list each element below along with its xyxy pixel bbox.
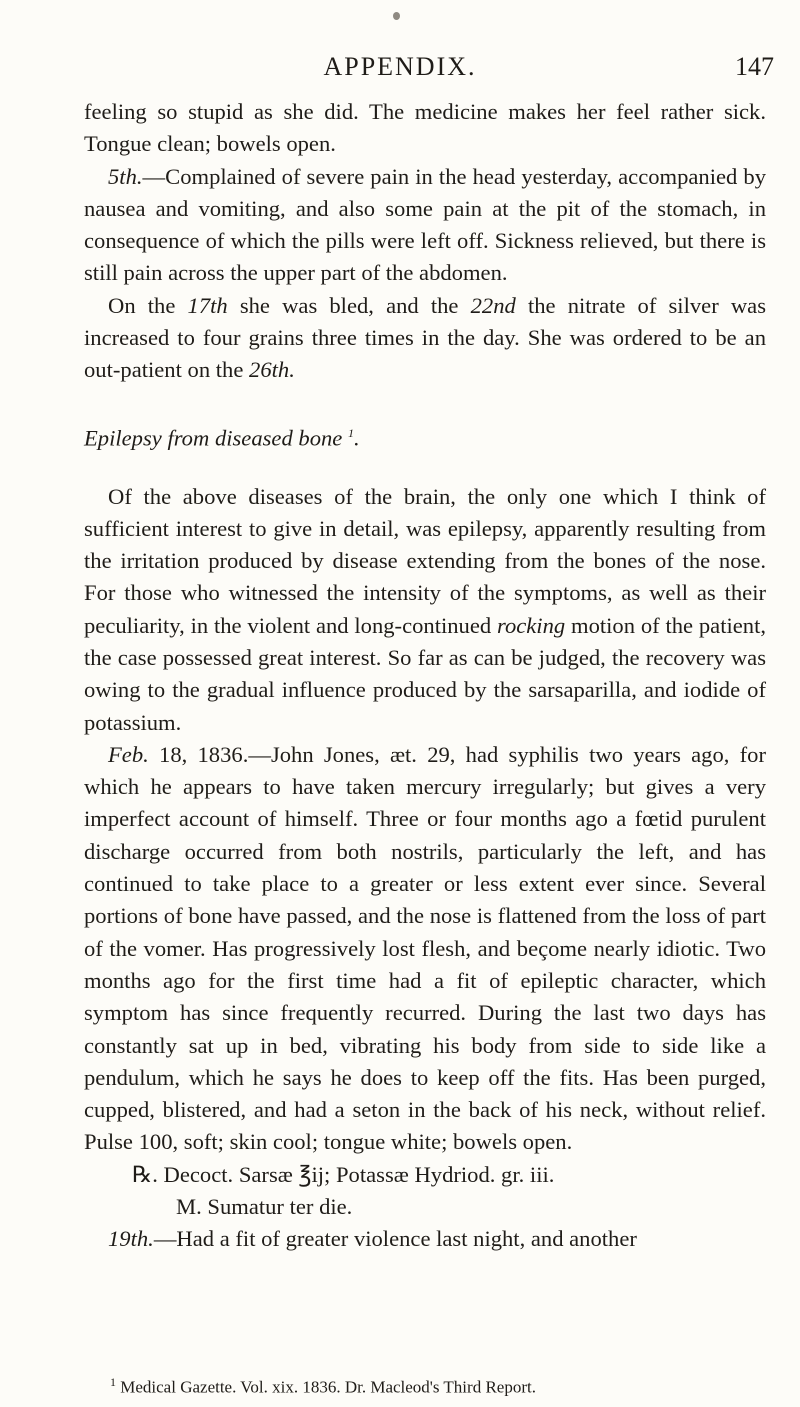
- ink-spot: [393, 12, 400, 20]
- footnote-ref: 1: [347, 425, 354, 440]
- paragraph-intro: [84, 481, 766, 739]
- date-17th: 17th: [187, 292, 228, 318]
- emphasis-rocking: rocking: [497, 612, 566, 638]
- text-run: motion of the patient, the case possessed great interest. So far as can be judged, the recovery was owing to the gradual influence produced by the sarsaparilla, and iodide of potassium.: [84, 612, 767, 735]
- body-text: [84, 96, 766, 1256]
- footnote: [110, 1371, 770, 1399]
- paragraph-5th-text: —Complained of severe pain in the head yesterday, accompanied by nausea and vomiting, and also some pain at the pit of the stomach, in consequence of which the pills were left off. Sickness relieved, but there is still pain across the upper part of the abdomen.: [84, 163, 766, 286]
- date-5th: 5th.: [108, 163, 143, 189]
- running-title: APPENDIX.: [323, 52, 477, 81]
- footnote-marker: 1: [110, 1375, 116, 1389]
- paragraph-5th: [84, 161, 766, 290]
- paragraph-19th: [84, 1223, 766, 1255]
- page-number: 147: [735, 52, 774, 81]
- text-run: the nitrate of silver was increased to four grains three times in the day. She was ordered to be an out-patient on the: [84, 292, 766, 383]
- paragraph-continuation: feeling so stupid as she did. The medicine makes her feel rather sick. Tongue clean; bowels open.: [84, 99, 766, 157]
- prescription-line: ℞. Decoct. Sarsæ ℥ij; Potassæ Hydriod. gr. iii.: [132, 1161, 555, 1187]
- paragraph-case: [84, 739, 766, 1159]
- section-heading-text: Epilepsy from diseased bone: [84, 425, 343, 451]
- footnote-text: Medical Gazette. Vol. xix. 1836. Dr. Macleod's Third Report.: [116, 1377, 536, 1397]
- date-26th: 26th.: [249, 357, 295, 383]
- paragraph-17th: [84, 290, 766, 387]
- date-feb: Feb.: [108, 741, 149, 767]
- date-19th: 19th.: [108, 1226, 154, 1252]
- paragraph-case-text: 18, 1836.—John Jones, æt. 29, had syphilis two years ago, for which he appears to have taken mercury irregularly; but gives a very imperfect account of himself. Three or four months ago a fœtid purulent discharge occurred from both nostrils, particularly the left, and has continued to take place to a greater or less extent ever since. Several portions of bone have passed, and the nose is flattened from the loss of part of the vomer. Has progressively lost flesh, and beçome nearly idiotic. Two months ago for the first time had a fit of epileptic character, which symptom has since frequently recurred. During the last two days has constantly sat up in bed, vibrating his body from side to side like a pendulum, which he says he does to keep off the fits. Has been purged, cupped, blistered, and had a seton in the back of his neck, without relief. Pulse 100, soft; skin cool; tongue white; bowels open.: [84, 741, 766, 1155]
- page-header: [0, 52, 800, 88]
- text-run: she was bled, and the: [227, 292, 471, 318]
- paragraph-19th-text: —Had a fit of greater violence last night, and another: [153, 1226, 637, 1252]
- date-22nd: 22nd: [470, 292, 516, 318]
- text-run: Of the above diseases of the brain, the only one which I think of sufficient interest to give in detail, was epilepsy, apparently resulting from the irritation produced by disease extending from the bones of the nose. For those who witnessed the intensity of the symptoms, as well as their peculiarity, in the violent and long-continued: [84, 483, 766, 638]
- text-run: On the: [108, 292, 188, 318]
- prescription-directions: M. Sumatur ter die.: [176, 1194, 353, 1220]
- section-heading: Epilepsy from diseased bone $^1$.: [84, 425, 360, 451]
